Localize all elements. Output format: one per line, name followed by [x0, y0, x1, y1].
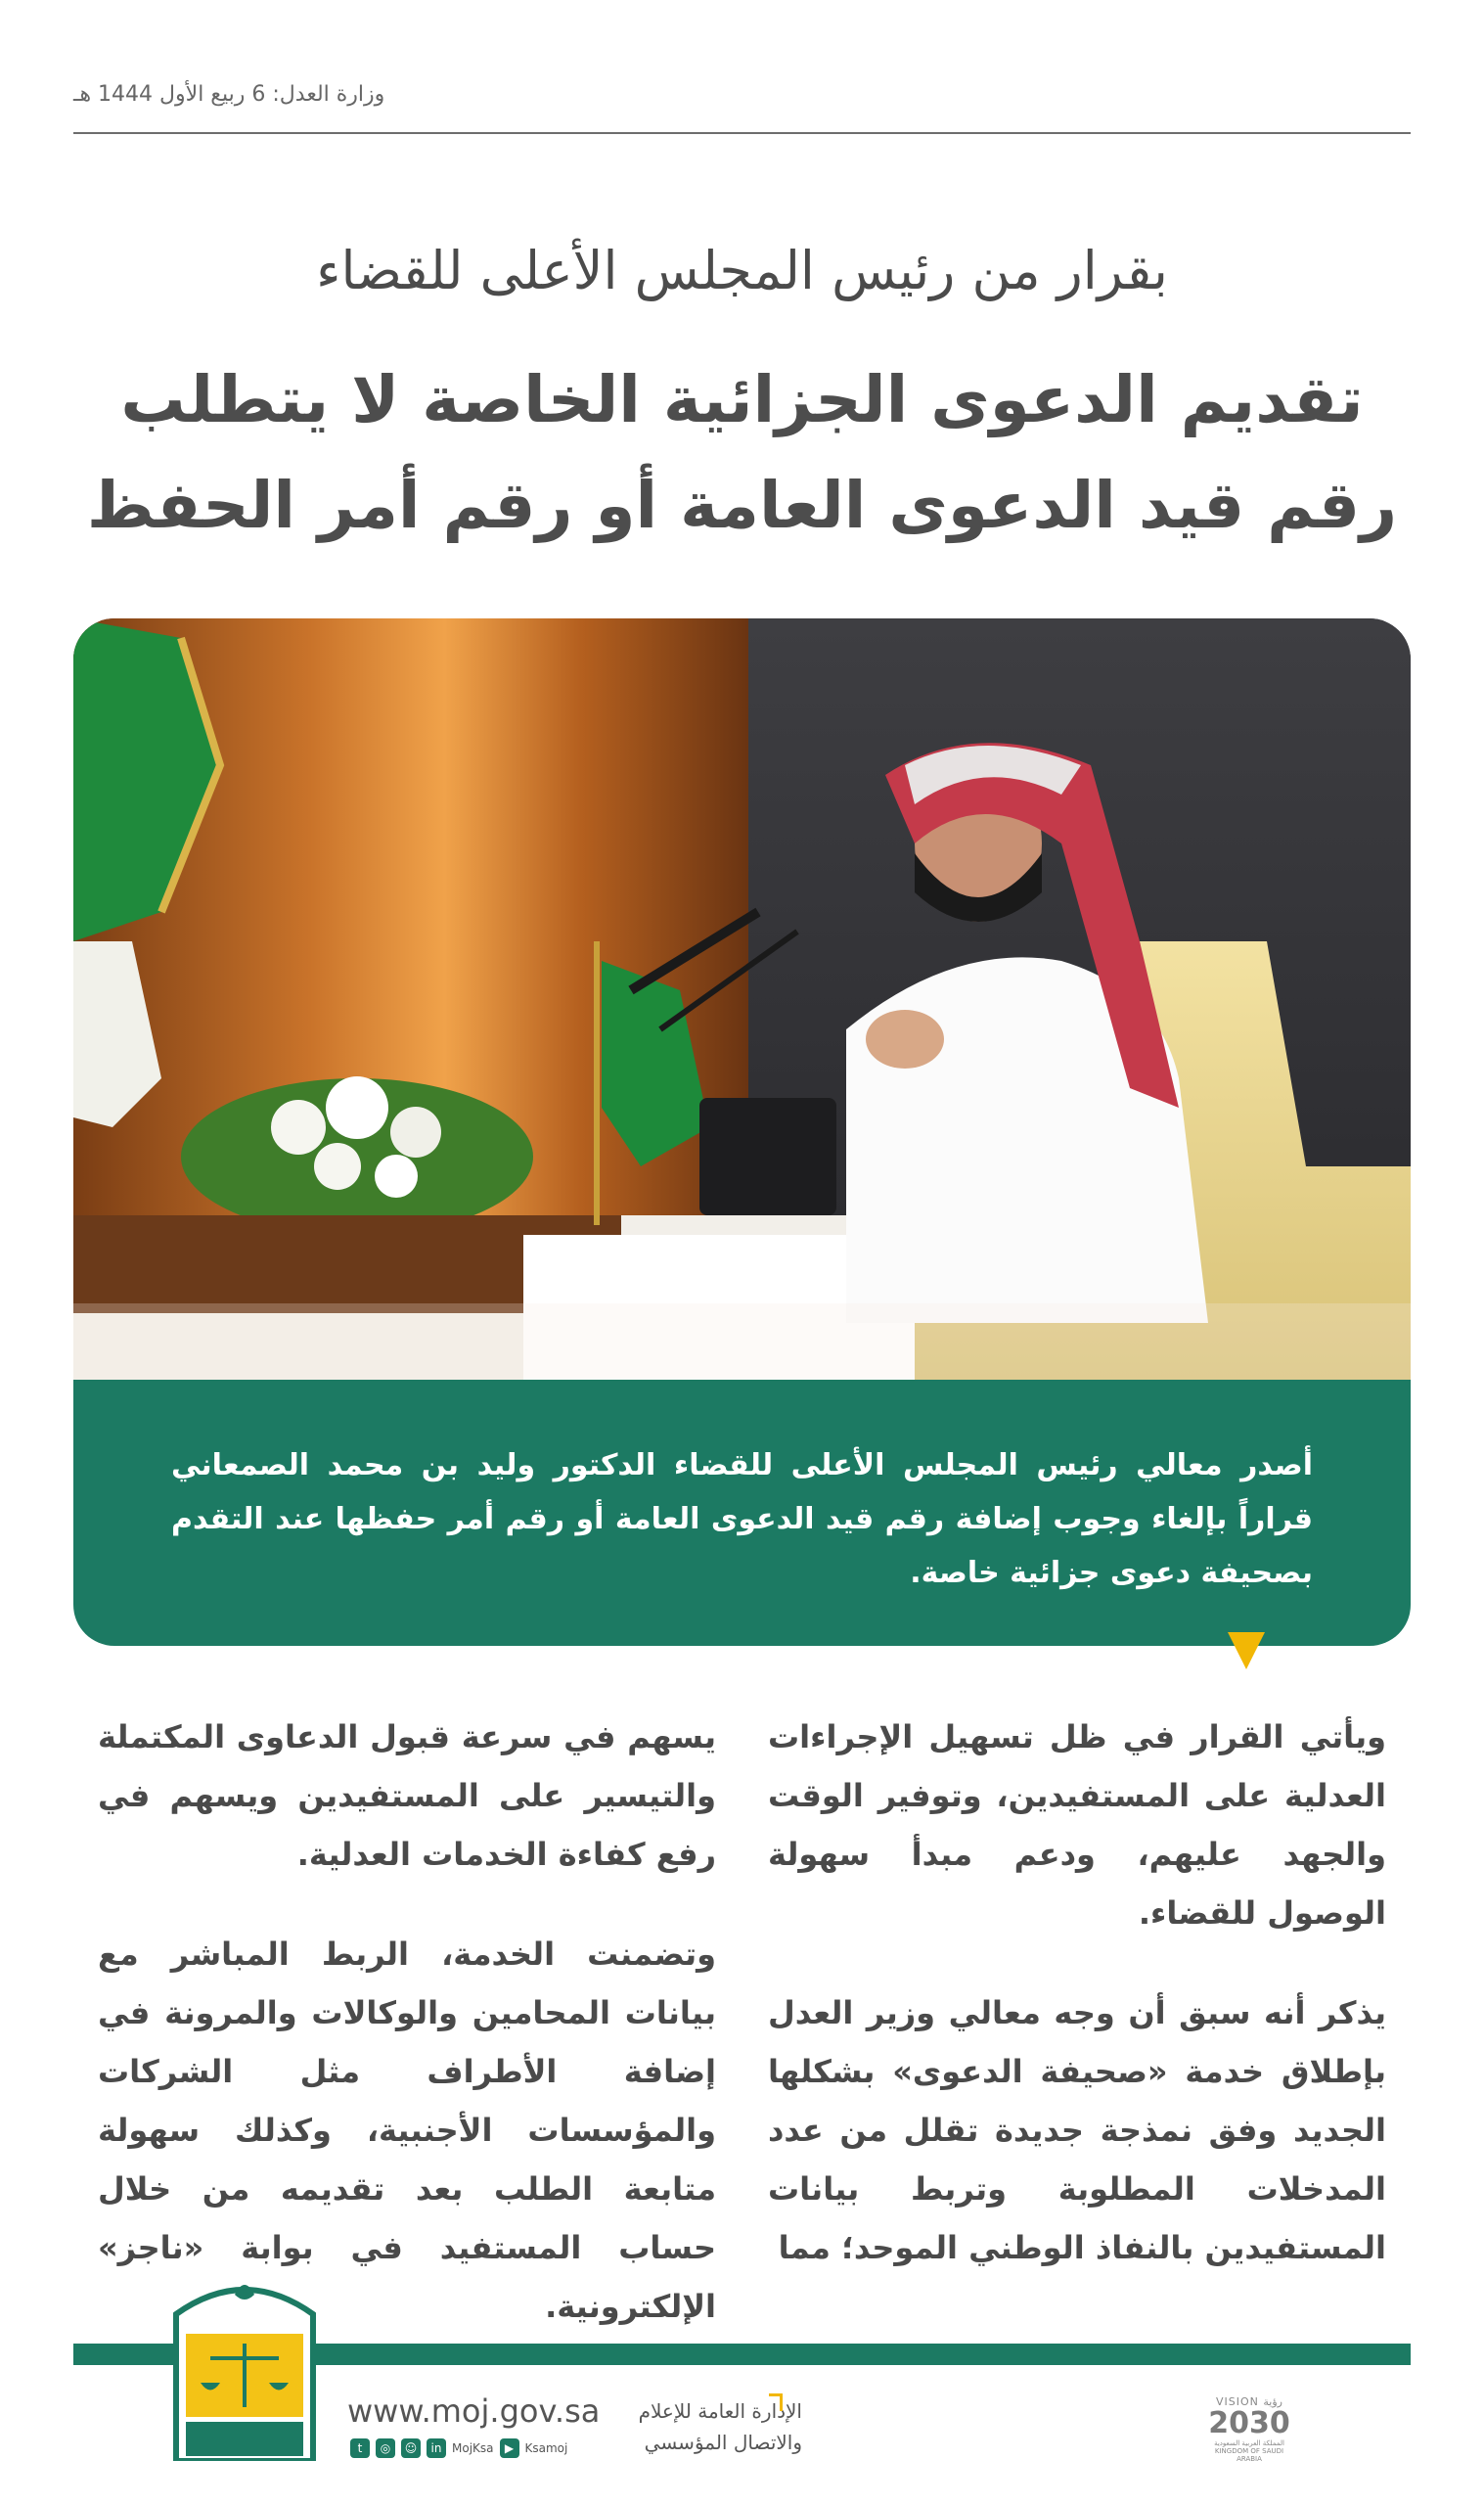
website-link[interactable]: www.moj.gov.sa: [347, 2392, 601, 2430]
callout-pointer-icon: [1228, 1632, 1265, 1669]
summary-box: [73, 1380, 1411, 1646]
vision-label: VISION رؤية: [1216, 2395, 1282, 2408]
ministry-logo-icon: [166, 2275, 323, 2461]
vision-subtitle: المملكة العربية السعودية KINGDOM OF SAUDI ARABIA: [1214, 2439, 1284, 2463]
twitter-icon[interactable]: t: [350, 2438, 370, 2458]
headline-line-2: رقم قيد الدعوى العامة أو رقم أمر الحفظ: [86, 468, 1398, 543]
paragraph: ويأتي القرار في ظل تسهيل الإجراءات العدلية على المستفيدين، وتوفير الوقت والجهد عليهم، ودعم مبدأ سهولة الوصول للقضاء.: [768, 1718, 1386, 1932]
summary-text: أصدر معالي رئيس المجلس الأعلى للقضاء الدكتور وليد بن محمد الصمعاني قراراً بإلغاء وجوب إضافة رقم قيد الدعوى العامة أو رقم أمر حفظها عند التقدم بصحيفة دعوى جزائية خاصة.: [171, 1448, 1313, 1590]
social-handle-2: Ksamoj: [524, 2441, 568, 2455]
paragraph: يذكر أنه سبق أن وجه معالي وزير العدل بإطلاق خدمة «صحيفة الدعوى» بشكلها الجديد وفق نمذجة جديدة تقلل من عدد المدخلات المطلوبة وتربط بيانات المستفيدين بالنفاذ الوطني الموحد؛ مما: [768, 1994, 1386, 2266]
paragraph: وتضمنت الخدمة، الربط المباشر مع بيانات المحامين والوكالات والمرونة في إضافة الأطراف مثل الشركات والمؤسسات الأجنبية، وكذلك سهولة متابعة الطلب بعد تقديمه من خلال حساب المستفيد في بوابة «ناجز» الإلكترونية.: [98, 1936, 716, 2325]
linkedin-icon[interactable]: in: [427, 2438, 446, 2458]
snapchat-icon[interactable]: ☺: [401, 2438, 421, 2458]
paragraph: يسهم في سرعة قبول الدعاوى المكتملة والتيسير على المستفيدين ويسهم في رفع كفاءة الخدمات العدلية.: [98, 1718, 716, 1873]
department-line-1: الإدارة العامة للإعلام: [638, 2399, 802, 2423]
department-line-2: والاتصال المؤسسي: [644, 2431, 802, 2454]
vision-year: 2030: [1208, 2406, 1290, 2440]
dateline: وزارة العدل: 6 ربيع الأول 1444 هـ: [73, 82, 385, 107]
instagram-icon[interactable]: ◎: [376, 2438, 395, 2458]
social-handle-1: MojKsa: [452, 2441, 494, 2455]
header-divider: [73, 132, 1411, 134]
article-headline: [73, 347, 1411, 559]
vision-2030-logo: [1205, 2395, 1293, 2464]
youtube-icon[interactable]: ▶: [500, 2438, 519, 2458]
headline-line-1: تقديم الدعوى الجزائية الخاصة لا يتطلب: [120, 362, 1364, 437]
social-links: [350, 2438, 567, 2458]
department-mark-icon: [769, 2393, 783, 2411]
ministry-emblem: [166, 2275, 323, 2461]
article-photo: [73, 618, 1411, 1382]
article-column-right: [768, 1708, 1386, 2318]
meeting-photo-illustration: [73, 618, 1411, 1382]
article-kicker: بقرار من رئيس المجلس الأعلى للقضاء: [316, 240, 1168, 301]
